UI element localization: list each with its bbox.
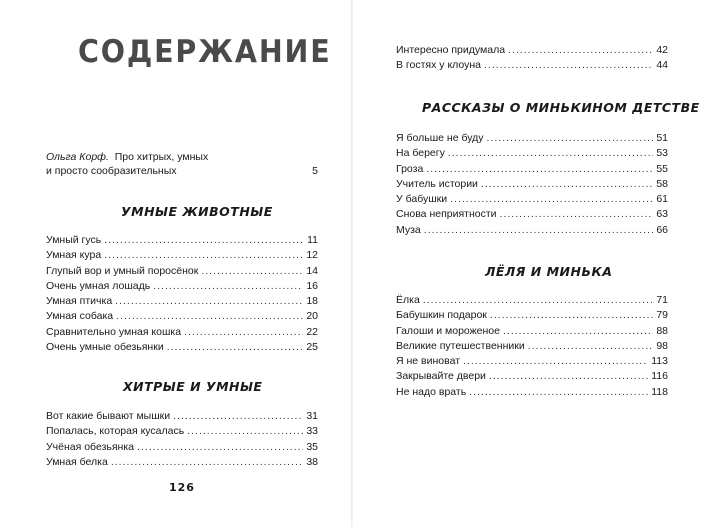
entry-page: 42	[656, 44, 668, 56]
toc-list-lelya-minka	[396, 293, 668, 400]
entry-page: 22	[306, 325, 318, 338]
toc-entry	[396, 162, 668, 177]
entry-page: 18	[306, 295, 318, 308]
entry-title: Гроза	[396, 162, 424, 175]
leader-dots	[484, 58, 653, 73]
leader-dots	[426, 162, 653, 177]
leader-dots	[503, 324, 653, 339]
entry-page: 53	[656, 147, 668, 160]
entry-title: Умный гусь	[46, 234, 102, 246]
entry-page: 12	[306, 249, 318, 262]
leader-dots	[167, 340, 304, 355]
toc-entry	[46, 325, 318, 340]
toc-list-cunning-and-smart	[46, 409, 318, 470]
entry-page: 116	[651, 370, 668, 383]
entry-title: Очень умные обезьянки	[46, 341, 164, 354]
toc-entry	[46, 264, 318, 279]
intro-page: 5	[312, 165, 318, 177]
toc-entry	[396, 43, 668, 58]
entry-title: На берегу	[396, 147, 445, 160]
entry-page: 31	[306, 410, 318, 422]
leader-dots	[448, 146, 653, 161]
toc-entry	[46, 424, 318, 439]
entry-page: 113	[651, 355, 668, 368]
leader-dots	[104, 233, 304, 248]
toc-entry	[46, 309, 318, 324]
toc-entry	[46, 455, 318, 470]
leader-dots	[201, 264, 303, 279]
toc-entry	[46, 409, 318, 424]
toc-entry	[396, 293, 668, 308]
leader-dots	[528, 339, 654, 354]
section-title-cunning-and-smart: ХИТРЫЕ И УМНЫЕ	[123, 379, 263, 394]
leader-dots	[115, 294, 303, 309]
entry-title: Галоши и мороженое	[396, 324, 500, 337]
leader-dots	[137, 440, 303, 455]
leader-dots	[424, 223, 654, 238]
leader-dots	[481, 177, 653, 192]
entry-page: 66	[656, 223, 668, 236]
entry-title: Очень умная лошадь	[46, 279, 151, 292]
entry-title: Ёлка	[396, 294, 420, 306]
intro-entry	[46, 150, 318, 178]
leader-dots	[173, 409, 303, 424]
entry-page: 98	[656, 339, 668, 352]
toc-entry	[46, 294, 318, 309]
leader-dots	[116, 309, 303, 324]
entry-title: У бабушки	[396, 193, 448, 206]
toc-entry	[46, 233, 318, 248]
toc-entry	[396, 223, 668, 238]
toc-entry	[396, 324, 668, 339]
entry-title: Великие путешественники	[396, 339, 525, 352]
entry-page: 11	[307, 234, 318, 246]
toc-entry	[396, 192, 668, 207]
toc-entry	[396, 177, 668, 192]
leader-dots	[463, 354, 648, 369]
leader-dots	[184, 325, 303, 340]
entry-title: Умная кура	[46, 249, 102, 262]
leader-dots	[104, 248, 303, 263]
entry-page: 44	[656, 59, 668, 72]
entry-title: Попалась, которая кусалась	[46, 425, 185, 438]
entry-title: В гостях у клоуна	[396, 59, 482, 72]
entry-title: Учитель истории	[396, 177, 478, 190]
entry-page: 38	[306, 455, 318, 468]
entry-page: 79	[656, 309, 668, 322]
toc-list-smart-animals	[46, 233, 318, 355]
section-title-lelya-minka: ЛЁЛЯ И МИНЬКА	[485, 264, 613, 279]
leader-dots	[500, 207, 654, 222]
toc-entry	[396, 131, 668, 146]
entry-title: Снова неприятности	[396, 208, 497, 221]
entry-title: Умная белка	[46, 455, 108, 468]
toc-list-minka-childhood	[396, 131, 668, 238]
page-title: СОДЕРЖАНИЕ	[78, 34, 332, 70]
entry-page: 20	[306, 310, 318, 323]
entry-title: Сравнительно умная кошка	[46, 325, 182, 338]
entry-page: 118	[651, 385, 668, 398]
leader-dots	[489, 369, 648, 384]
toc-entry	[396, 385, 668, 400]
leader-dots	[187, 424, 303, 439]
entry-title: Не надо врать	[396, 385, 467, 398]
entry-page: 71	[656, 294, 668, 306]
entry-title: Вот какие бывают мышки	[46, 410, 171, 422]
intro-author: Ольга Корф.	[46, 151, 109, 163]
leader-dots	[487, 131, 654, 146]
toc-entry	[396, 369, 668, 384]
entry-title: Умная птичка	[46, 295, 113, 308]
intro-title-line1: Про хитрых, умных	[114, 151, 209, 163]
toc-entry	[396, 58, 668, 73]
entry-page: 14	[306, 264, 318, 277]
entry-title: Глупый вор и умный поросёнок	[46, 264, 199, 277]
intro-line-1	[46, 150, 318, 164]
toc-entry	[46, 340, 318, 355]
entry-title: Муза	[396, 223, 421, 236]
entry-page: 16	[306, 279, 318, 292]
entry-page: 25	[306, 341, 318, 354]
leader-dots	[153, 279, 303, 294]
toc-entry	[396, 339, 668, 354]
entry-title: Я не виноват	[396, 355, 461, 368]
leader-dots	[490, 308, 653, 323]
entry-title: Умная собака	[46, 310, 114, 323]
leader-dots	[508, 43, 653, 58]
toc-entry	[46, 440, 318, 455]
entry-title: Я больше не буду	[396, 132, 484, 144]
entry-title: Закрывайте двери	[396, 370, 486, 383]
entry-page: 35	[306, 440, 318, 453]
leader-dots	[450, 192, 653, 207]
intro-line-2	[46, 164, 318, 178]
toc-entry	[396, 354, 668, 369]
section-title-smart-animals: УМНЫЕ ЖИВОТНЫЕ	[121, 204, 273, 219]
entry-title: Интересно придумала	[396, 44, 506, 56]
page-number: 126	[169, 481, 195, 494]
toc-entry	[46, 279, 318, 294]
entry-page: 51	[656, 132, 668, 144]
leader-dots	[423, 293, 654, 308]
entry-page: 61	[656, 193, 668, 206]
section-title-minka-childhood: РАССКАЗЫ О МИНЬКИНОМ ДЕТСТВЕ	[422, 100, 700, 115]
toc-entry	[46, 248, 318, 263]
entry-page: 63	[656, 208, 668, 221]
intro-title-line2: и просто сообразительных	[46, 165, 177, 177]
leader-dots	[111, 455, 303, 470]
toc-entry	[396, 308, 668, 323]
entry-title: Бабушкин подарок	[396, 309, 487, 322]
entry-page: 55	[656, 162, 668, 175]
toc-list-top-right	[396, 43, 668, 74]
entry-page: 58	[656, 177, 668, 190]
entry-page: 33	[306, 425, 318, 438]
entry-title: Учёная обезьянка	[46, 440, 134, 453]
right-page	[352, 0, 704, 527]
entry-page: 88	[656, 324, 668, 337]
toc-entry	[396, 207, 668, 222]
leader-dots	[469, 385, 648, 400]
toc-entry	[396, 146, 668, 161]
